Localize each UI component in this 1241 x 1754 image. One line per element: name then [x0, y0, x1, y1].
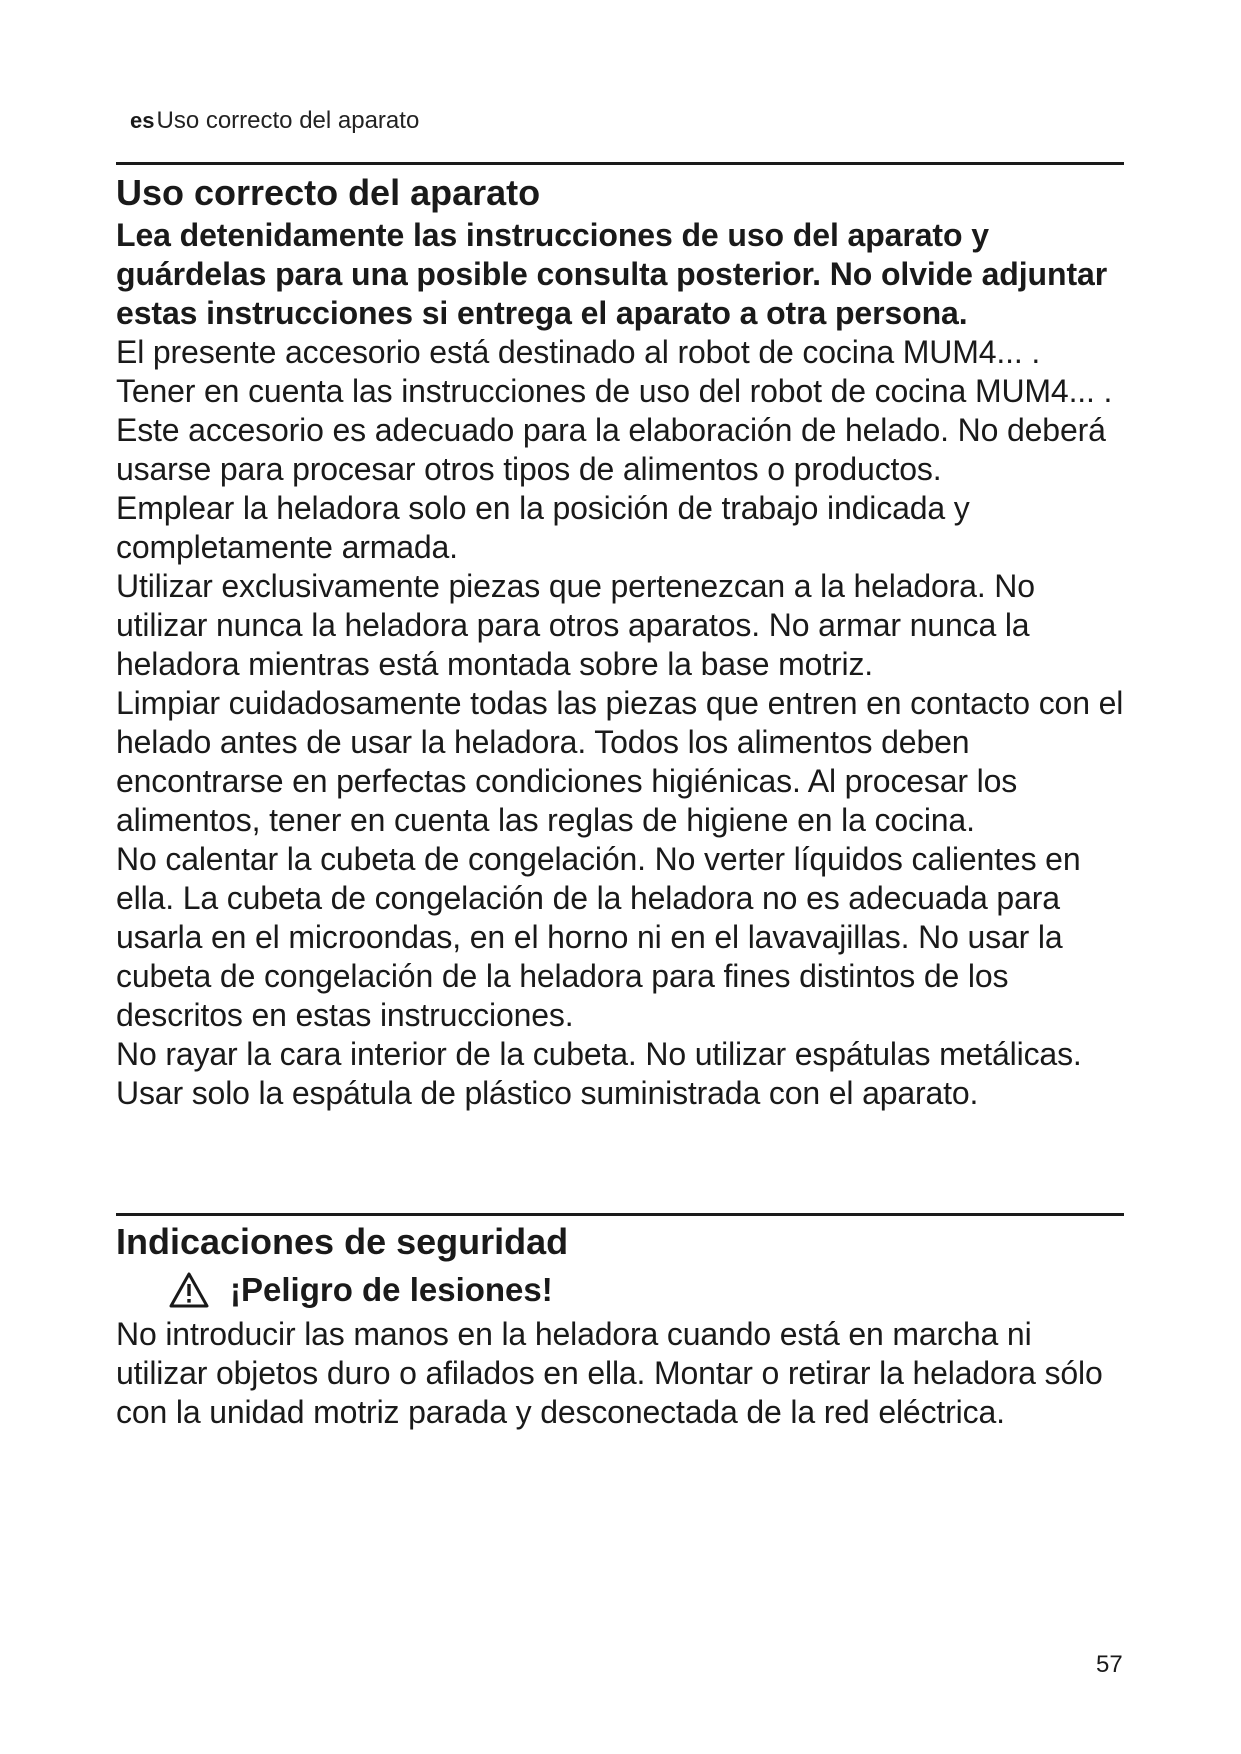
running-header-title: Uso correcto del aparato — [156, 107, 420, 134]
section-safety — [116, 1219, 1126, 1432]
paragraph: No rayar la cara interior de la cubeta. No utilizar espátulas metálicas. Usar solo la espátula de plástico suministrada con el aparato. — [116, 1036, 1082, 1111]
page-number: 57 — [1096, 1651, 1123, 1678]
warning-text: ¡Peligro de lesiones! — [230, 1271, 553, 1308]
language-code: es — [130, 108, 155, 133]
running-header — [130, 107, 419, 135]
section-divider — [116, 162, 1124, 165]
paragraph: Utilizar exclusivamente piezas que pertenezcan a la heladora. No utilizar nunca la heladora para otros aparatos. No armar nunca la heladora mientras está montada sobre la base motriz. — [116, 568, 1035, 682]
paragraph: Limpiar cuidadosamente todas las piezas que entren en contacto con el helado antes de usar la heladora. Todos los alimentos deben encontrarse en perfectas condiciones higiénicas. Al procesar los alimentos, tener en cuenta las reglas de higiene en la cocina. — [116, 685, 1124, 838]
paragraph: El presente accesorio está destinado al robot de cocina MUM4... . Tener en cuenta las instrucciones de uso del robot de cocina MUM4... . — [116, 334, 1113, 409]
paragraph: No calentar la cubeta de congelación. No verter líquidos calientes en ella. La cubeta de congelación de la heladora no es adecuada para usarla en el microondas, en el horno ni en el lavavajillas. No usar la cubeta de congelación de la heladora para fines distintos de los descritos en estas instrucciones. — [116, 841, 1081, 1033]
section-intended-use — [116, 170, 1126, 1113]
warning-triangle-icon — [168, 1271, 210, 1309]
section-title: Indicaciones de seguridad — [116, 1221, 569, 1262]
paragraph: No introducir las manos en la heladora cuando está en marcha ni utilizar objetos duro o afilados en ella. Montar o retirar la heladora sólo con la unidad motriz parada y desconectada de la red eléctrica. — [116, 1316, 1103, 1430]
paragraph: Este accesorio es adecuado para la elaboración de helado. No deberá usarse para procesar otros tipos de alimentos o productos. — [116, 412, 1106, 487]
section-title: Uso correcto del aparato — [116, 172, 541, 213]
section-divider — [116, 1213, 1124, 1216]
warning-heading — [116, 1265, 1126, 1315]
paragraph: Emplear la heladora solo en la posición de trabajo indicada y completamente armada. — [116, 490, 970, 565]
intro-notice: Lea detenidamente las instrucciones de uso del aparato y guárdelas para una posible consulta posterior. No olvide adjuntar estas instrucciones si entrega el aparato a otra persona. — [116, 217, 1108, 331]
